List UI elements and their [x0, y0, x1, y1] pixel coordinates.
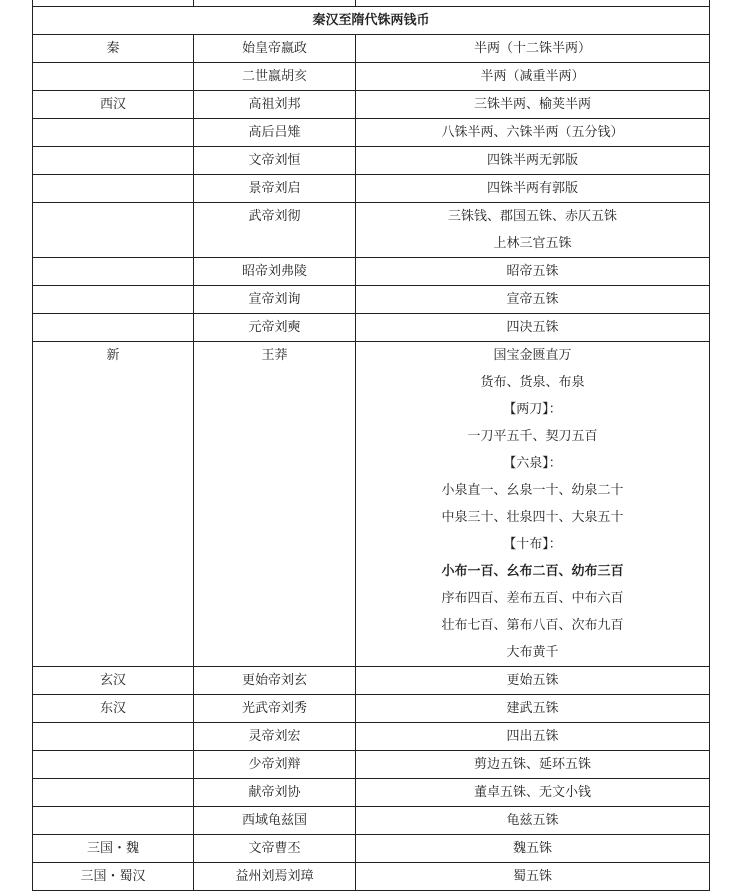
coin-name: 昭帝五铢 [506, 264, 559, 279]
coin-name: 三铢半两、榆荚半两 [473, 97, 591, 112]
dynasty-cell [33, 723, 194, 751]
table-row [33, 779, 710, 807]
dynasty-cell [33, 807, 194, 835]
ruler-cell: 宣帝刘询 [194, 286, 356, 314]
table-row [33, 91, 710, 119]
ruler-cell: 昭帝刘弗陵 [194, 258, 356, 286]
coin-table-body [33, 0, 710, 891]
coin-name: 壮布七百、第布八百、次布九百 [441, 618, 624, 633]
coin-name: 【两刀】： [503, 402, 562, 417]
ruler-cell: 王莽 [194, 342, 356, 667]
dynasty-cell [33, 314, 194, 342]
coins-cell [356, 147, 710, 175]
coin-name: 【六泉】： [503, 456, 562, 471]
table-row [33, 835, 710, 863]
ruler-cell: 益州刘焉刘璋 [194, 863, 356, 891]
coin-name: 小布一百、幺布二百、幼布三百 [441, 564, 624, 579]
ruler-cell: 景帝刘启 [194, 175, 356, 203]
coin-name: 宣帝五铢 [506, 292, 559, 307]
coins-cell [356, 91, 710, 119]
table-row [33, 695, 710, 723]
coins-cell [356, 119, 710, 147]
ruler-cell: 高祖刘邦 [194, 91, 356, 119]
table-row [33, 314, 710, 342]
ruler-cell: 高后吕雉 [194, 119, 356, 147]
table-row [33, 863, 710, 891]
coins-cell [356, 258, 710, 286]
coin-name: 【十布】： [503, 537, 562, 552]
coins-cell [356, 835, 710, 863]
coin-name: 更始五铢 [506, 673, 559, 688]
ruler-cell: 武帝刘彻 [194, 203, 356, 258]
coin-name: 四出五铢 [506, 729, 559, 744]
coin-name: 国宝金匮直万 [493, 348, 572, 363]
coin-name: 魏五铢 [512, 841, 552, 856]
coins-cell [356, 175, 710, 203]
table-row [33, 147, 710, 175]
coin-name: 剪边五铢、延环五铢 [473, 757, 591, 772]
table-row [33, 667, 710, 695]
coins-cell [356, 863, 710, 891]
table-row [33, 35, 710, 63]
coins-cell [356, 667, 710, 695]
coin-name: 四铢半两无郭版 [486, 153, 578, 168]
table-row [33, 342, 710, 667]
dynasty-cell [33, 147, 194, 175]
dynasty-cell: 新 [33, 342, 194, 667]
dynasty-cell [33, 175, 194, 203]
ruler-cell: 元帝刘奭 [194, 314, 356, 342]
dynasty-cell: 东汉 [33, 695, 194, 723]
table-row [33, 203, 710, 258]
dynasty-cell: 西汉 [33, 91, 194, 119]
ruler-cell: 献帝刘协 [194, 779, 356, 807]
coins-cell [356, 286, 710, 314]
coin-name: 建武五铢 [506, 701, 559, 716]
coin-name: 小泉直一、幺泉一十、幼泉二十 [441, 483, 624, 498]
dynasty-cell: 三国・蜀汉 [33, 863, 194, 891]
table-row [33, 751, 710, 779]
table-row [33, 807, 710, 835]
table-row [33, 175, 710, 203]
dynasty-cell [33, 286, 194, 314]
coin-name: 三铢钱、郡国五铢、赤仄五铢 [447, 209, 617, 224]
coin-name: 序布四百、差布五百、中布六百 [441, 591, 624, 606]
table-row [33, 286, 710, 314]
coin-name: 四铢半两有郭版 [486, 181, 578, 196]
ruler-cell: 光武帝刘秀 [194, 695, 356, 723]
coins-cell [356, 779, 710, 807]
dynasty-cell [33, 258, 194, 286]
coins-cell [356, 63, 710, 91]
ruler-cell: 二世嬴胡亥 [194, 63, 356, 91]
dynasty-cell [33, 119, 194, 147]
table-row [33, 119, 710, 147]
coins-cell [356, 723, 710, 751]
table-title-row [33, 7, 710, 35]
dynasty-cell: 三国・魏 [33, 835, 194, 863]
coin-name: 蜀五铢 [512, 869, 552, 884]
ruler-cell: 灵帝刘宏 [194, 723, 356, 751]
coins-cell [356, 751, 710, 779]
table-title: 秦汉至隋代铢两钱币 [33, 7, 710, 35]
dynasty-cell [33, 751, 194, 779]
coin-name: 上林三官五铢 [493, 236, 572, 251]
ruler-cell: 更始帝刘玄 [194, 667, 356, 695]
coins-cell [356, 807, 710, 835]
coins-cell [356, 342, 710, 667]
coin-name: 中泉三十、壮泉四十、大泉五十 [441, 510, 624, 525]
table-row [33, 723, 710, 751]
coin-name: 大布黄千 [506, 645, 559, 660]
dynasty-cell [33, 779, 194, 807]
table-row [33, 63, 710, 91]
coin-name: 半两（十二铢半两） [473, 41, 591, 56]
dynasty-cell [33, 203, 194, 258]
coins-cell [356, 314, 710, 342]
coins-cell [356, 695, 710, 723]
coin-name: 货布、货泉、布泉 [480, 375, 585, 390]
ruler-cell: 文帝刘恒 [194, 147, 356, 175]
coin-table-container [32, 0, 709, 891]
ruler-cell: 文帝曹丕 [194, 835, 356, 863]
coins-cell [356, 203, 710, 258]
coin-name: 董卓五铢、无文小钱 [473, 785, 591, 800]
coin-name: 半两（减重半两） [480, 69, 585, 84]
ruler-cell: 西域龟兹国 [194, 807, 356, 835]
coin-table [32, 0, 710, 891]
dynasty-cell [33, 63, 194, 91]
coins-cell [356, 35, 710, 63]
table-row [33, 258, 710, 286]
ruler-cell: 少帝刘辩 [194, 751, 356, 779]
dynasty-cell: 玄汉 [33, 667, 194, 695]
coin-name: 八铢半两、六铢半两（五分钱） [441, 125, 624, 140]
ruler-cell: 始皇帝嬴政 [194, 35, 356, 63]
coin-name: 四决五铢 [506, 320, 559, 335]
coin-name: 龟兹五铢 [506, 813, 559, 828]
coin-name: 一刀平五千、契刀五百 [467, 429, 598, 444]
dynasty-cell: 秦 [33, 35, 194, 63]
